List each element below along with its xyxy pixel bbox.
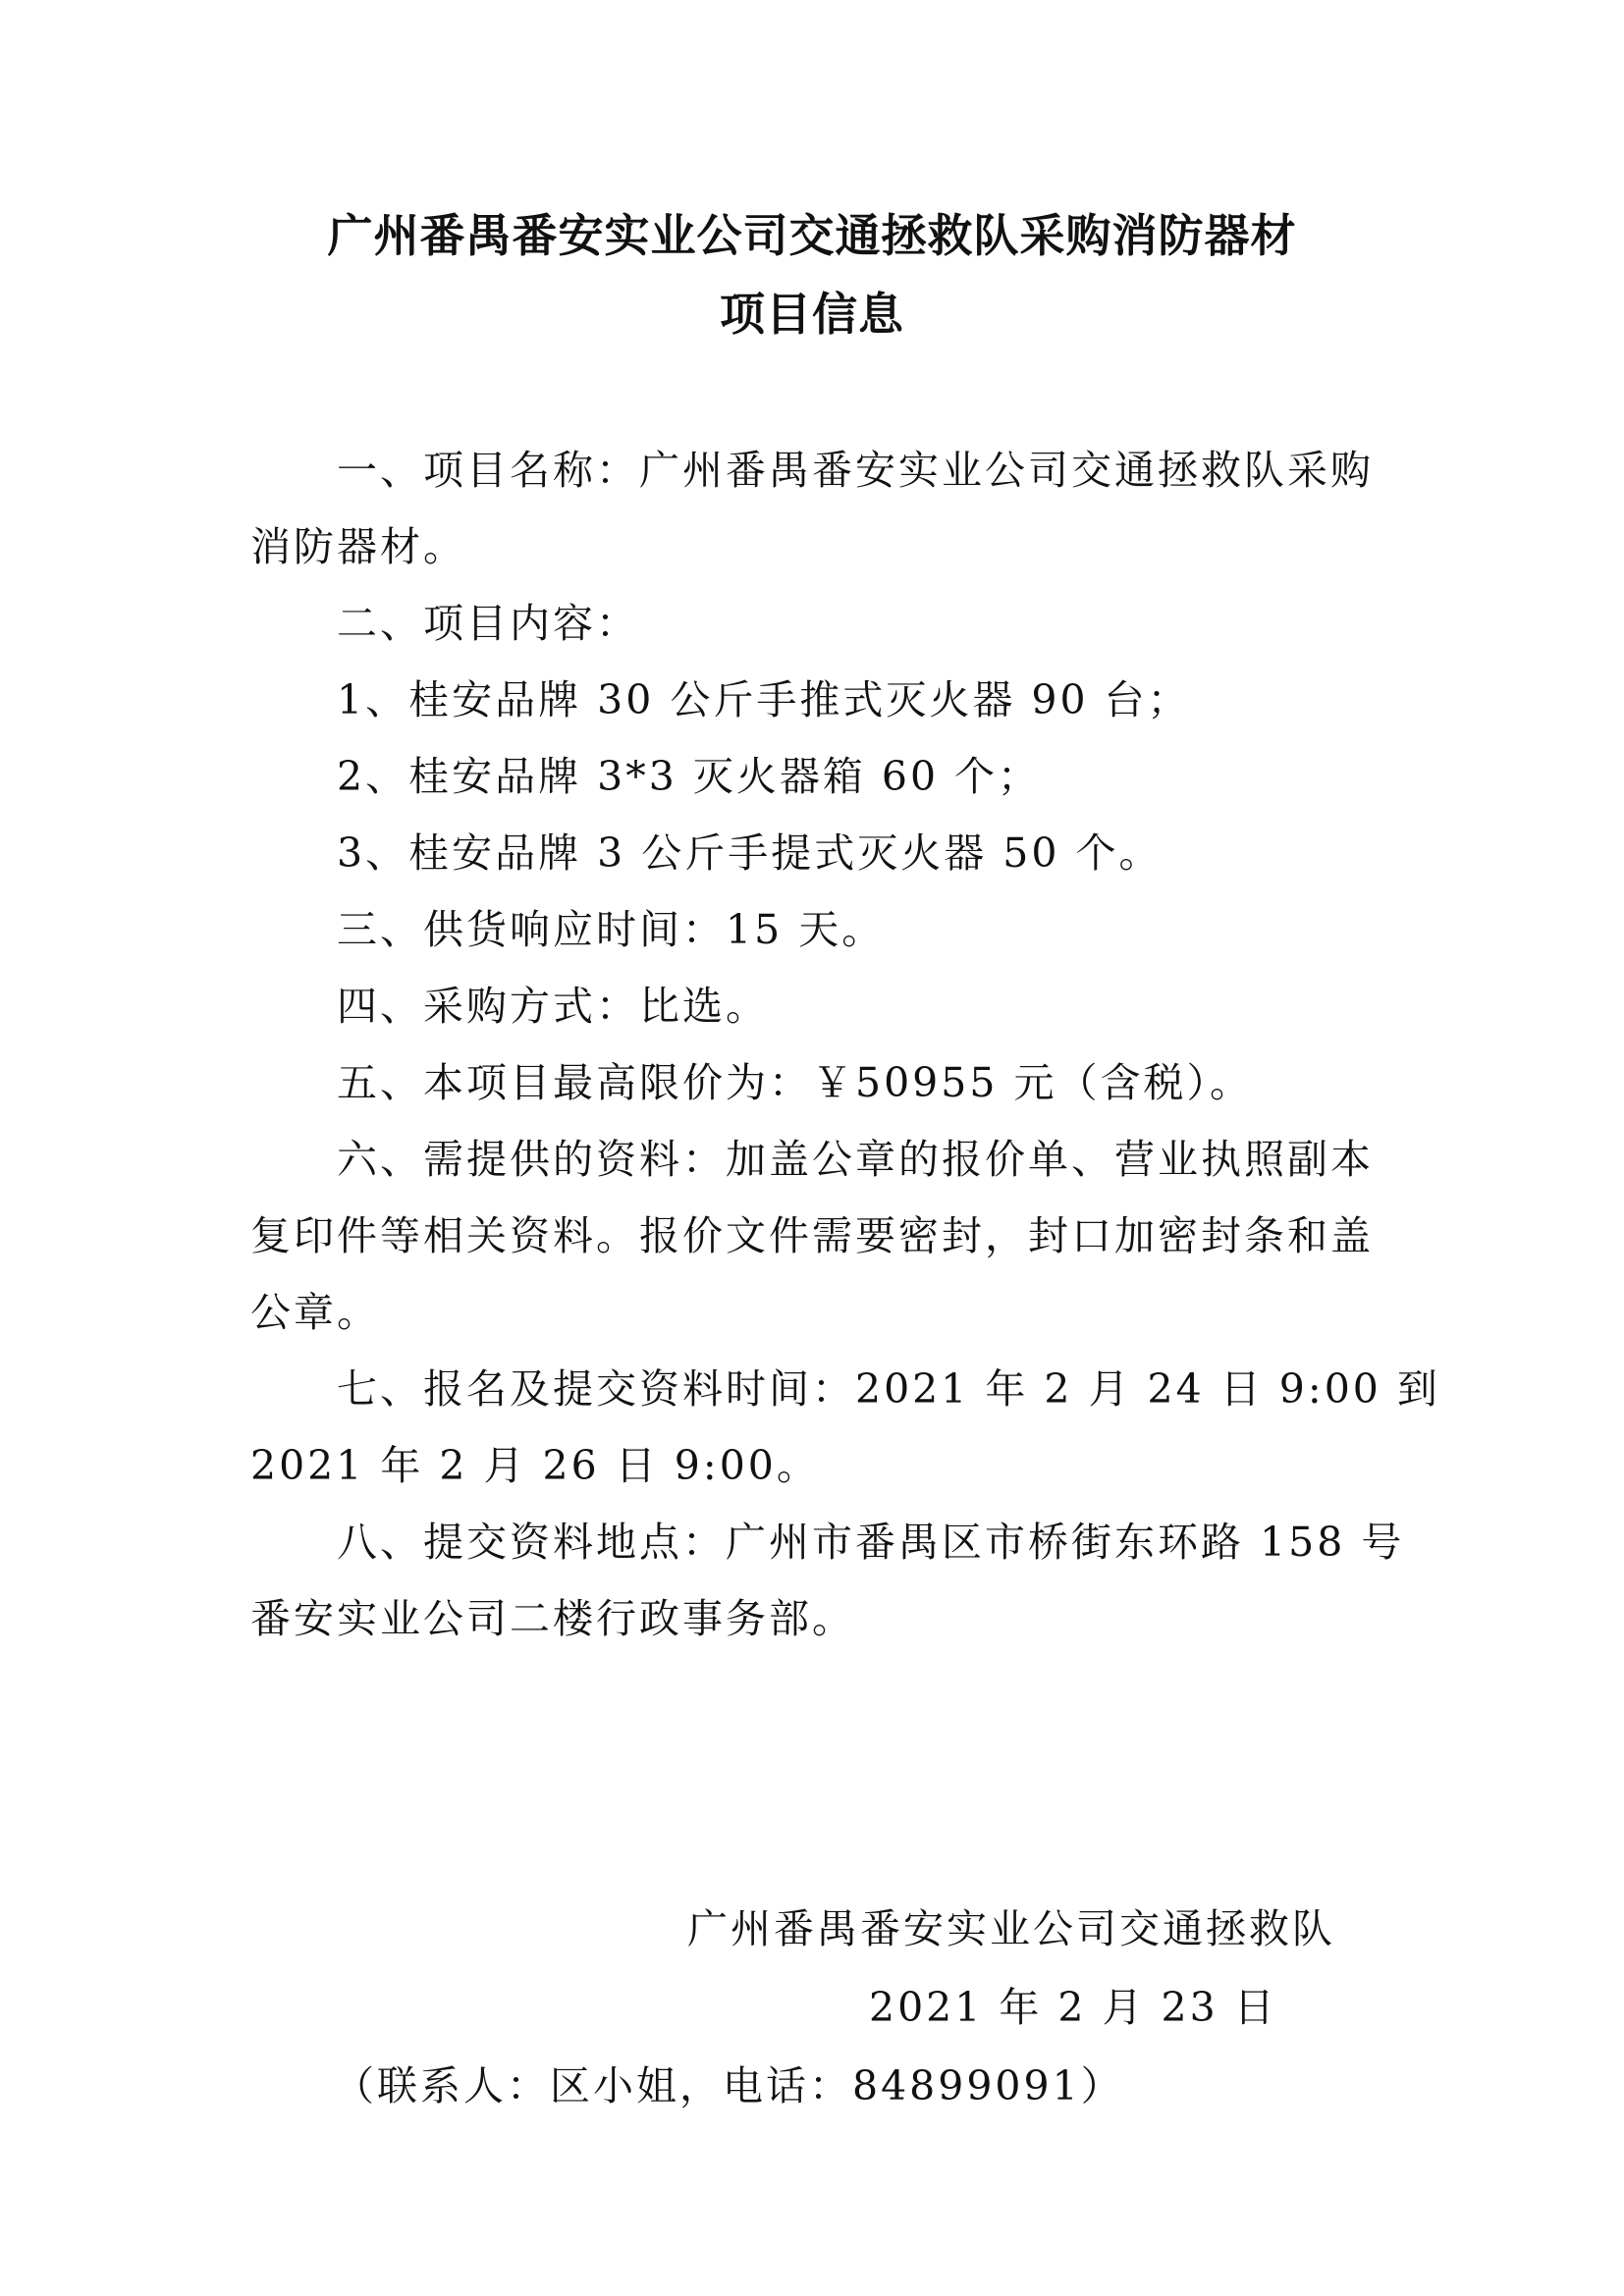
- item-submission-time-line-1: 七、报名及提交资料时间：2021 年 2 月 24 日 9:00 到: [337, 1365, 1440, 1413]
- item-delivery-time: 三、供货响应时间：15 天。: [337, 906, 886, 953]
- item-project-name-line-1: 一、项目名称：广州番禺番安实业公司交通拯救队采购: [337, 447, 1374, 494]
- item-required-docs-line-1: 六、需提供的资料：加盖公章的报价单、营业执照副本: [337, 1136, 1374, 1183]
- item-content-3: 3、桂安品牌 3 公斤手提式灭火器 50 个。: [337, 829, 1163, 877]
- item-submission-time-line-2: 2021 年 2 月 26 日 9:00。: [250, 1442, 820, 1489]
- document-title-line-1: 广州番禺番安实业公司交通拯救队采购消防器材: [327, 209, 1297, 262]
- item-required-docs-line-3: 公章。: [250, 1289, 380, 1336]
- item-submission-place-line-2: 番安实业公司二楼行政事务部。: [250, 1595, 855, 1642]
- document-body: [250, 432, 1440, 1649]
- contact-info: （联系人：区小姐，电话：84899091）: [334, 2062, 1124, 2109]
- item-procurement-method: 四、采购方式：比选。: [337, 983, 769, 1030]
- item-max-price: 五、本项目最高限价为：￥50955 元（含税）。: [337, 1059, 1253, 1106]
- signature-organization: 广州番禺番安实业公司交通拯救队: [687, 1905, 1335, 1952]
- item-content-1: 1、桂安品牌 30 公斤手推式灭火器 90 台；: [337, 676, 1191, 723]
- item-required-docs-line-2: 复印件等相关资料。报价文件需要密封，封口加密封条和盖: [250, 1212, 1374, 1259]
- document-title-line-2: 项目信息: [720, 288, 904, 341]
- item-project-content-heading: 二、项目内容：: [337, 600, 639, 647]
- item-project-name-line-2: 消防器材。: [250, 523, 466, 570]
- item-submission-place-line-1: 八、提交资料地点：广州市番禺区市桥街东环路 158 号: [337, 1519, 1405, 1566]
- item-content-2: 2、桂安品牌 3*3 灭火器箱 60 个；: [337, 753, 1042, 800]
- signature-date: 2021 年 2 月 23 日: [869, 1984, 1277, 2031]
